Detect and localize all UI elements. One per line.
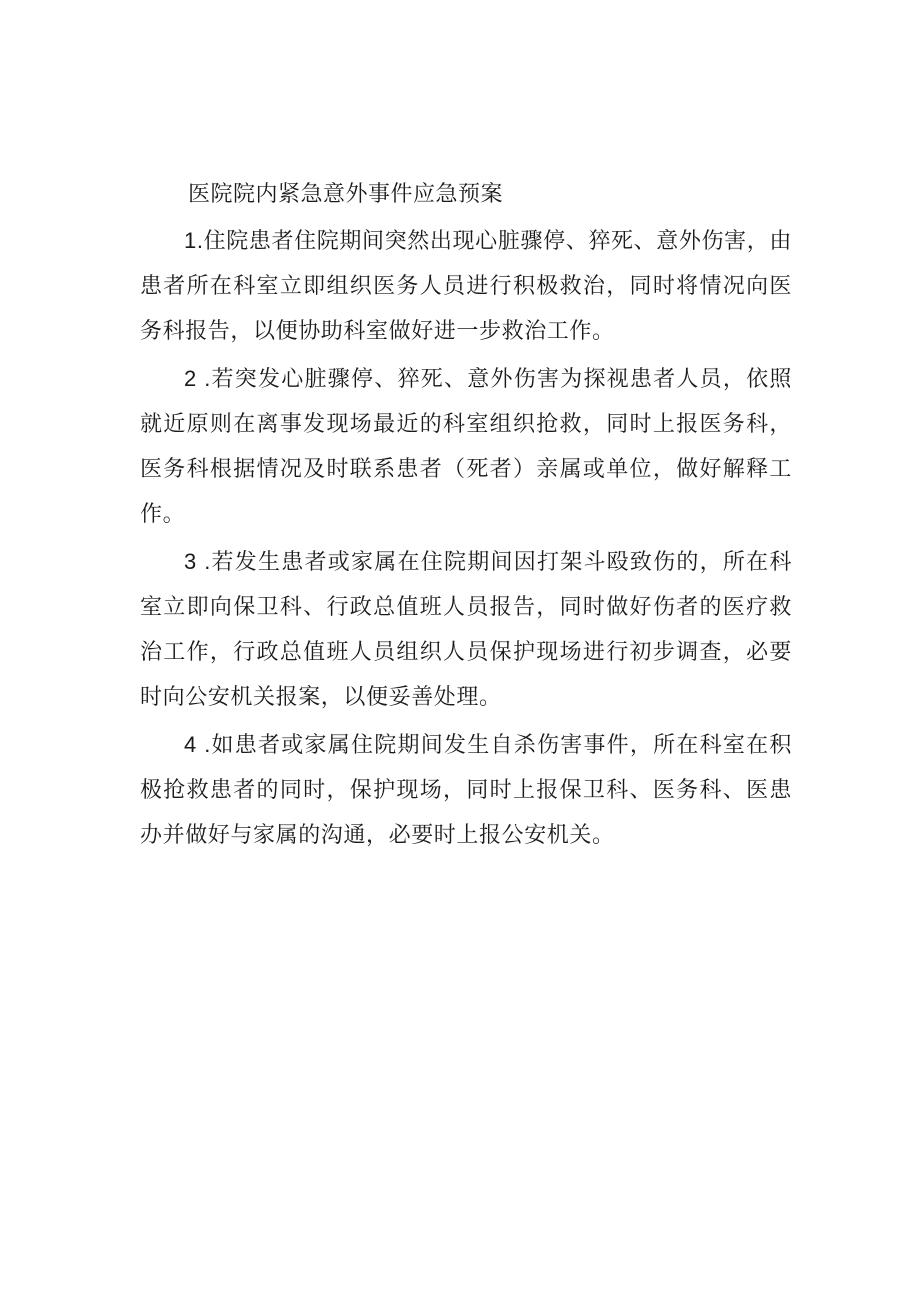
paragraph-text: 若发生患者或家属在住院期间因打架斗殴致伤的，所在科室立即向保卫科、行政总值班人员报告，同时做好伤者的医疗救治工作，行政总值班人员组织人员保护现场进行初步调查，必要时向公安机关报案，以便妥善处理。 — [140, 550, 792, 710]
document-body — [140, 172, 792, 858]
paragraph-number: 3 . — [184, 549, 211, 574]
paragraph-number: 2 . — [184, 366, 211, 391]
paragraph-1 — [140, 218, 792, 354]
paragraph-number: 4 . — [184, 732, 211, 757]
paragraph-2 — [140, 356, 792, 537]
paragraph-3 — [140, 539, 792, 720]
paragraph-text: 如患者或家属住院期间发生自杀伤害事件，所在科室在积极抢救患者的同时，保护现场，同时上报保卫科、医务科、医患办并做好与家属的沟通，必要时上报公安机关。 — [140, 733, 792, 848]
paragraph-4 — [140, 722, 792, 858]
document-title: 医院院内紧急意外事件应急预案 — [188, 182, 504, 207]
paragraph-text: 若突发心脏骤停、猝死、意外伤害为探视患者人员，依照就近原则在离事发现场最近的科室组织抢救，同时上报医务科，医务科根据情况及时联系患者（死者）亲属或单位，做好解释工作。 — [140, 367, 792, 527]
paragraph-text: 住院患者住院期间突然出现心脏骤停、猝死、意外伤害，由患者所在科室立即组织医务人员进行积极救治，同时将情况向医务科报告，以便协助科室做好进一步救治工作。 — [140, 229, 792, 344]
paragraph-number: 1. — [184, 228, 204, 253]
